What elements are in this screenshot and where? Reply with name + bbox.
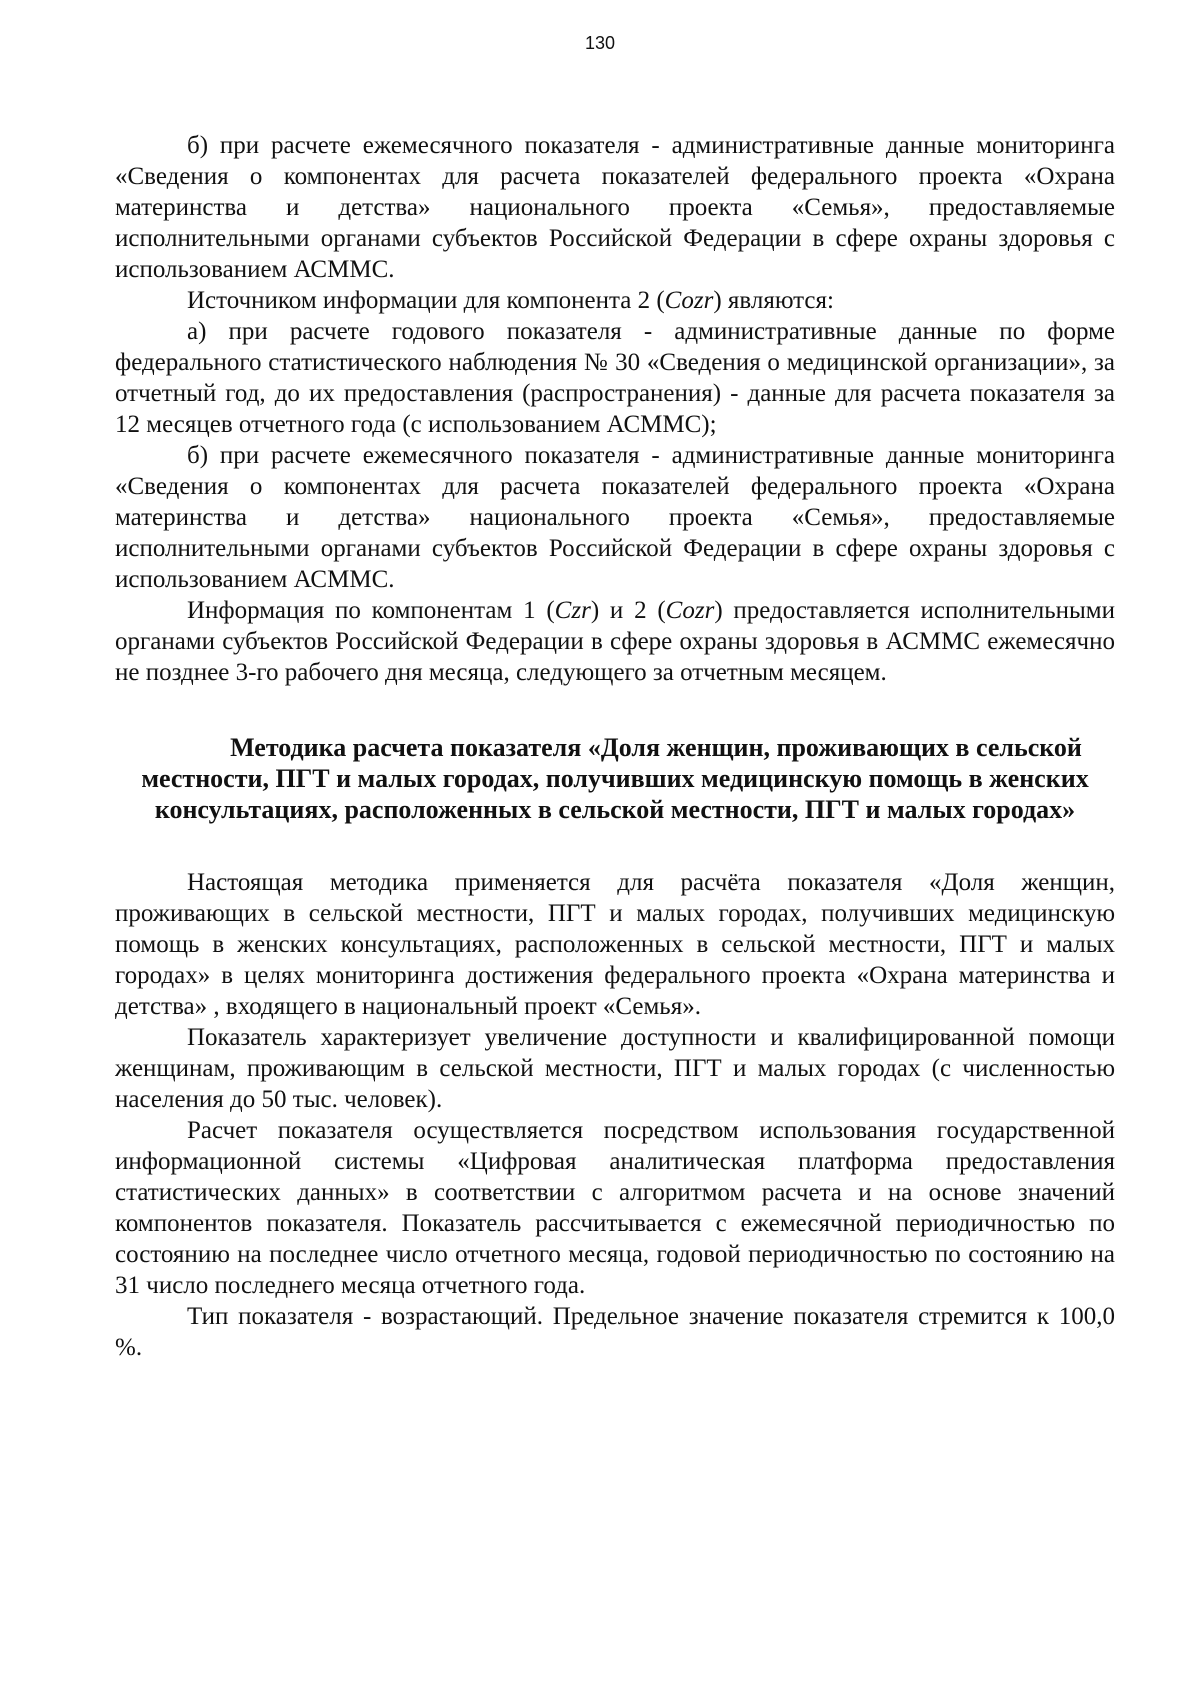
- paragraph-component-2-source: [115, 285, 1115, 316]
- paragraph-monthly-indicator-component-1: б) при расчете ежемесячного показателя - административные данные мониторинга «Сведения о компонентах для расчета показателей федерального проекта «Охрана материнства и детства» национального проекта «Семья», предоставляемые исполнительными органами субъектов Российской Федерации в сфере охраны здоровья с использованием АСММС.: [115, 132, 1115, 283]
- paragraph-calculation-method: Расчет показателя осуществляется посредством использования государственной информационной системы «Цифровая аналитическая платформа предоставления статистических данных» в соответствии с алгоритмом расчета и на основе значений компонентов показателя. Показатель рассчитывается с ежемесячной периодичностью по состоянию на последнее число отчетного месяца, годовой периодичностью по состоянию на 31 число последнего месяца отчетного года.: [115, 1117, 1115, 1299]
- paragraph-methodology-purpose: Настоящая методика применяется для расчёта показателя «Доля женщин, проживающих в сельской местности, ПГТ и малых городах, получивших медицинскую помощь в женских консультациях, расположенных в сельской местности, ПГТ и малых городах» в целях мониторинга достижения федерального проекта «Охрана материнства и детства» , входящего в национальный проект «Семья».: [115, 869, 1115, 1020]
- text-fragment: ) и 2 (: [590, 597, 666, 624]
- variable-czr: Czr: [554, 597, 591, 624]
- paragraph-indicator-type: Тип показателя - возрастающий. Предельное значение показателя стремится к 100,0 %.: [115, 1303, 1115, 1361]
- variable-cozr: Cozr: [665, 597, 715, 624]
- paragraph-annual-indicator: а) при расчете годового показателя - административные данные по форме федерального статистического наблюдения № 30 «Сведения о медицинской организации», за отчетный год, до их предоставления (распространения) - данные для расчета показателя за 12 месяцев отчетного года (с использованием АСММС);: [115, 318, 1115, 438]
- document-body: [115, 130, 1115, 1363]
- paragraph-indicator-characteristics: Показатель характеризует увеличение доступности и квалифицированной помощи женщинам, проживающим в сельской местности, ПГТ и малых городах (с численностью населения до 50 тыс. человек).: [115, 1024, 1115, 1113]
- page-number: 130: [584, 33, 616, 53]
- text-fragment: ) предоставляется исполнительными органами субъектов Российской Федерации в сфере охраны здоровья в АСММС ежемесячно не позднее 3-го рабочего дня месяца, следующего за отчетным месяцем.: [115, 597, 1116, 686]
- text-fragment: Источником информации для компонента 2 (: [187, 287, 665, 314]
- text-fragment: Информация по компонентам 1 (: [187, 597, 555, 624]
- variable-cozr: Cozr: [664, 287, 714, 314]
- text-fragment: ) являются:: [713, 287, 834, 314]
- paragraph-monthly-indicator-component-2: б) при расчете ежемесячного показателя - административные данные мониторинга «Сведения о компонентах для расчета показателей федерального проекта «Охрана материнства и детства» национального проекта «Семья», предоставляемые исполнительными органами субъектов Российской Федерации в сфере охраны здоровья с использованием АСММС.: [115, 442, 1115, 593]
- section-heading: Методика расчета показателя «Доля женщин, проживающих в сельской местности, ПГТ и малых городах, получивших медицинскую помощь в женских консультациях, расположенных в сельской местности, ПГТ и малых городах»: [141, 733, 1089, 824]
- paragraph-components-information: [115, 595, 1115, 688]
